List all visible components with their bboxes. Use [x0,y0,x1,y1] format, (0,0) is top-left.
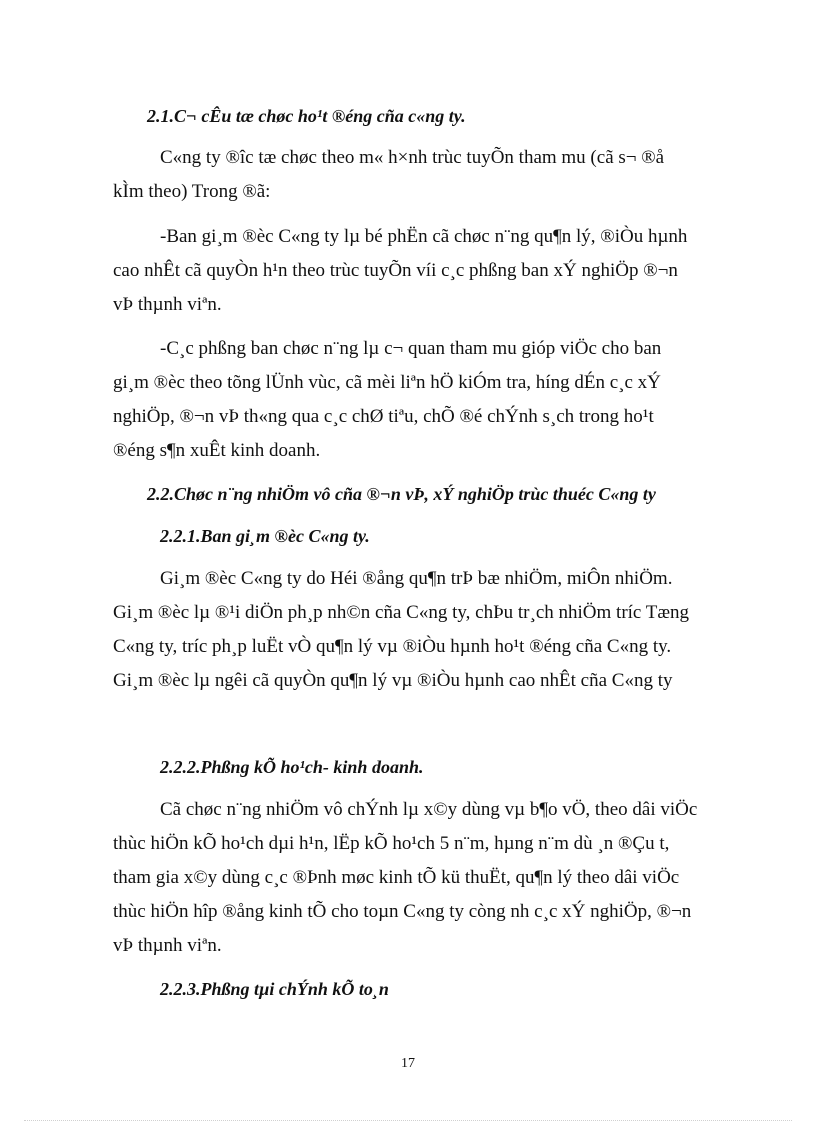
paragraph-line: kÌm theo) Trong ®ã: [113,181,271,202]
paragraph-line: cao nhÊt cã quyÒn h¹n theo trùc tuyÕn víi c¸c phßng ban xÝ nghiÖp ®¬n [113,260,678,281]
section-heading-2-1: 2.1.C¬ cÊu tæ chøc ho¹t ®éng cña c«ng ty. [147,106,466,126]
paragraph-line: Gi¸m ®èc C«ng ty do Héi ®ång qu¶n trÞ bæ nhiÖm, miÔn nhiÖm. [160,568,673,589]
page-number: 17 [401,1056,415,1071]
section-heading-2-2-3: 2.2.3.Phßng tµi chÝnh kÕ to¸n [160,979,389,999]
paragraph-line: ®éng s¶n xuÊt kinh doanh. [113,440,321,461]
paragraph-line: thùc hiÖn hîp ®ång kinh tÕ cho toµn C«ng ty còng nh c¸c xÝ nghiÖp, ®¬n [113,901,692,922]
paragraph-line: Gi¸m ®èc lµ ®¹i diÖn ph¸p nh©n cña C«ng ty, chÞu tr¸ch nhiÖm tríc Tæng [113,602,690,623]
paragraph-line: Cã chøc n¨ng nhiÖm vô chÝnh lµ x©y dùng vµ b¶o vÖ, theo dâi viÖc [160,799,698,820]
footer-divider [24,1120,792,1121]
paragraph-line: vÞ thµnh viªn. [113,935,222,956]
paragraph-line: nghiÖp, ®¬n vÞ th«ng qua c¸c chØ tiªu, chÕ ®é chÝnh s¸ch trong ho¹t [113,406,654,427]
section-heading-2-2: 2.2.Chøc n¨ng nhiÖm vô cña ®¬n vÞ, xÝ nghiÖp trùc thuéc C«ng ty [147,484,656,504]
paragraph-line: Gi¸m ®èc lµ ngêi cã quyÒn qu¶n lý vµ ®iÒu hµnh cao nhÊt cña C«ng ty [113,670,673,691]
paragraph-line: -C¸c phßng ban chøc n¨ng lµ c¬ quan tham mu gióp viÖc cho ban [160,338,662,359]
paragraph-line: -Ban gi¸m ®èc C«ng ty lµ bé phËn cã chøc n¨ng qu¶n lý, ®iÒu hµnh [160,226,688,247]
section-heading-2-2-2: 2.2.2.Phßng kÕ ho¹ch- kinh doanh. [160,757,424,777]
section-heading-2-2-1: 2.2.1.Ban gi¸m ®èc C«ng ty. [160,526,370,546]
paragraph-line: C«ng ty ®îc tæ chøc theo m« h×nh trùc tuyÕn tham mu (cã s¬ ®å [160,147,665,168]
paragraph-line: vÞ thµnh viªn. [113,294,222,315]
paragraph-line: C«ng ty, tríc ph¸p luËt vÒ qu¶n lý vµ ®iÒu hµnh ho¹t ®éng cña C«ng ty. [113,636,672,657]
paragraph-line: gi¸m ®èc theo tõng lÜnh vùc, cã mèi liªn hÖ kiÓm tra, híng dÉn c¸c xÝ [113,372,661,393]
paragraph-line: tham gia x©y dùng c¸c ®Þnh møc kinh tÕ kü thuËt, qu¶n lý theo dâi viÖc [113,867,680,888]
paragraph-line: thùc hiÖn kÕ ho¹ch dµi h¹n, lËp kÕ ho¹ch 5 n¨m, hµng n¨m dù ¸n ®Çu t, [113,833,670,854]
